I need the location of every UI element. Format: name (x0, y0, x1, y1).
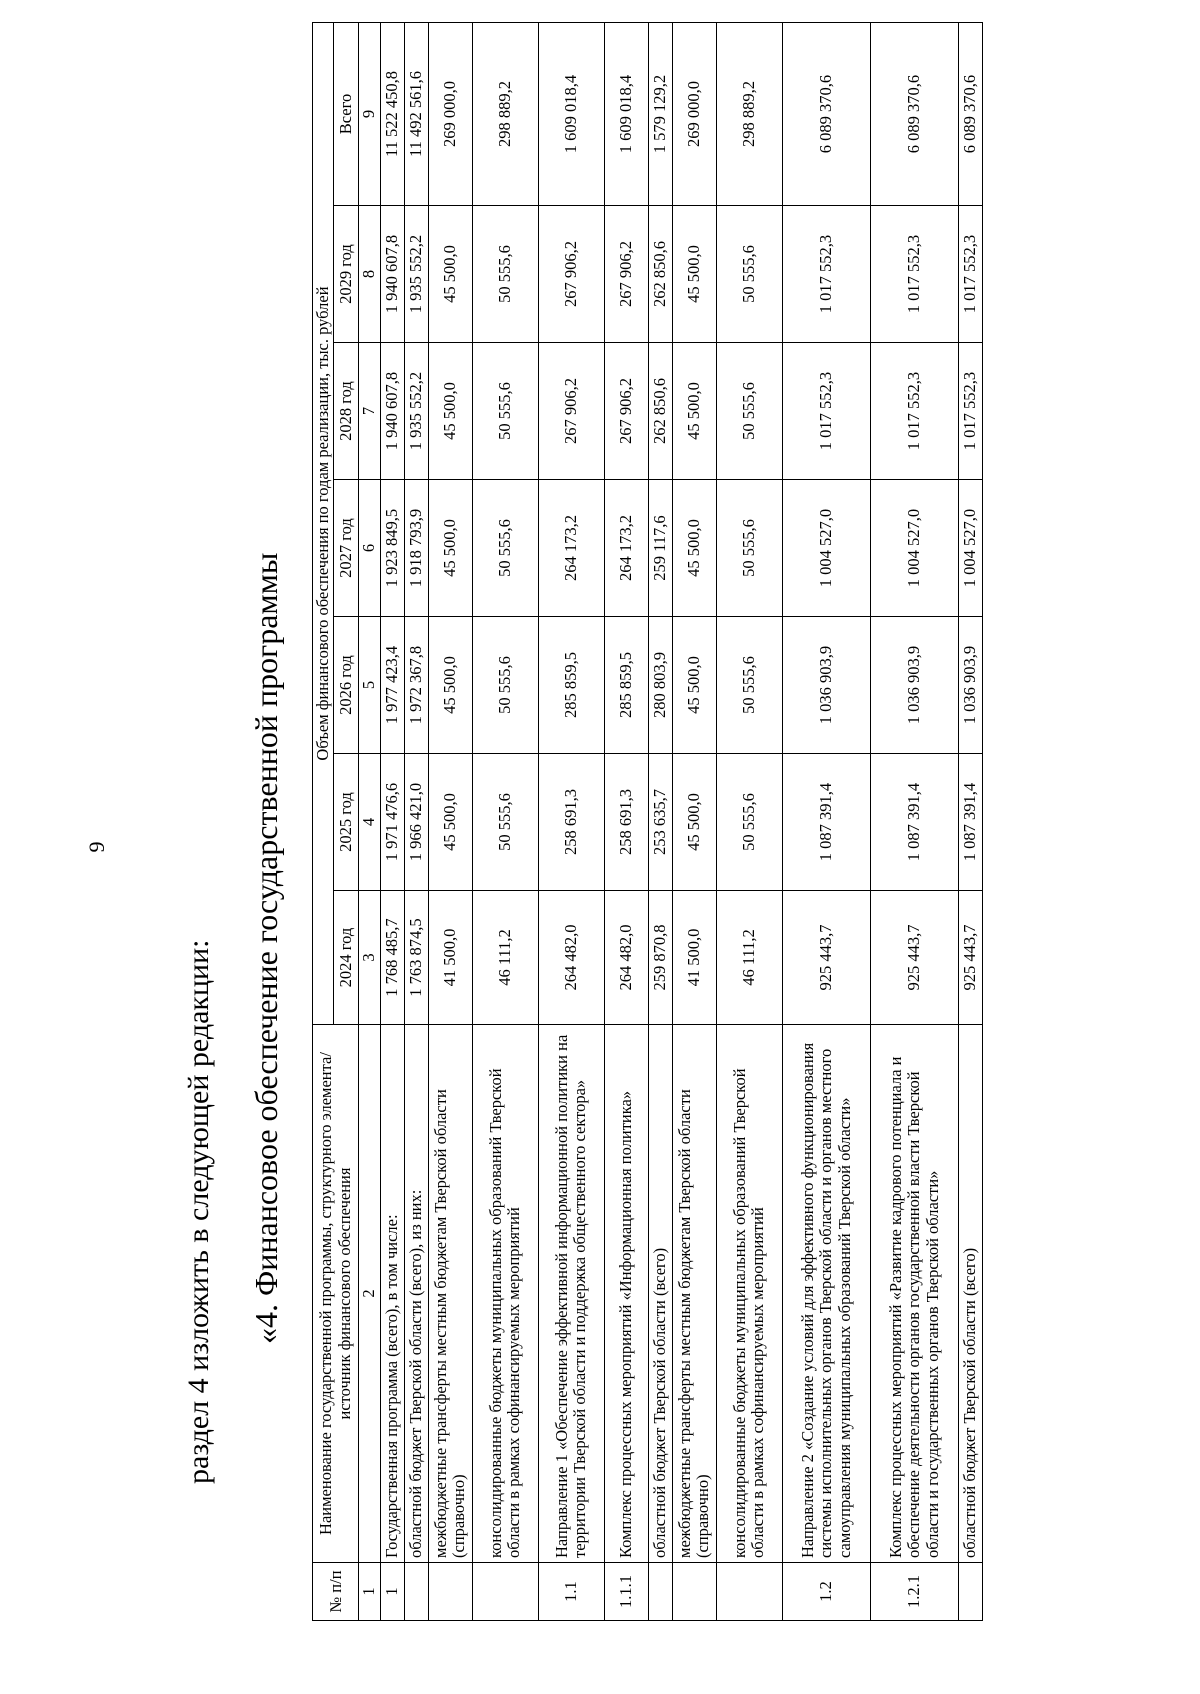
row-total: 298 889,2 (716, 23, 782, 206)
table-row (538, 23, 604, 1621)
row-value: 1 087 391,4 (870, 754, 958, 891)
row-value: 50 555,6 (472, 480, 538, 617)
row-value: 50 555,6 (716, 617, 782, 754)
row-total: 269 000,0 (428, 23, 472, 206)
row-number (648, 1563, 672, 1621)
row-name: межбюджетные трансферты местным бюджетам Тверской области (справочно) (428, 1025, 472, 1563)
row-value: 1 940 607,8 (380, 206, 404, 343)
column-number-row (359, 23, 380, 1621)
row-value: 1 004 527,0 (870, 480, 958, 617)
row-value: 50 555,6 (472, 343, 538, 480)
row-value: 1 940 607,8 (380, 343, 404, 480)
column-number: 7 (359, 343, 380, 480)
row-name: консолидированные бюджеты муниципальных образований Тверской области в рамках софинансируемых мероприятий (716, 1025, 782, 1563)
page-number: 9 (84, 841, 109, 853)
row-name: Направление 1 «Обеспечение эффективной информационной политики на территории Тверской области и поддержка общественного сектора» (538, 1025, 604, 1563)
row-value: 258 691,3 (538, 754, 604, 891)
row-number: 1 (380, 1563, 404, 1621)
row-value: 45 500,0 (428, 206, 472, 343)
row-value: 267 906,2 (604, 206, 648, 343)
row-total: 298 889,2 (472, 23, 538, 206)
row-value: 1 972 367,8 (404, 617, 428, 754)
header-name: Наименование государственной программы, структурного элемента/источник финансового обеспечения (313, 1025, 359, 1563)
row-total: 6 089 370,6 (870, 23, 958, 206)
row-total: 1 579 129,2 (648, 23, 672, 206)
row-value: 45 500,0 (428, 480, 472, 617)
column-number: 1 (359, 1563, 380, 1621)
row-value: 50 555,6 (472, 754, 538, 891)
column-number: 8 (359, 206, 380, 343)
row-total: 6 089 370,6 (958, 23, 982, 206)
row-value: 1 087 391,4 (782, 754, 870, 891)
row-value: 41 500,0 (672, 891, 716, 1025)
column-number: 3 (359, 891, 380, 1025)
row-value: 45 500,0 (428, 343, 472, 480)
row-value: 264 173,2 (604, 480, 648, 617)
row-value: 50 555,6 (716, 206, 782, 343)
table-row (472, 23, 538, 1621)
row-value: 50 555,6 (472, 206, 538, 343)
row-value: 1 017 552,3 (782, 206, 870, 343)
row-value: 925 443,7 (870, 891, 958, 1025)
row-value: 253 635,7 (648, 754, 672, 891)
row-value: 50 555,6 (716, 343, 782, 480)
row-name: Направление 2 «Создание условий для эффективного функционирования системы исполнительных органов Тверской области и органов местного самоуправления муниципальных образований Тверской области» (782, 1025, 870, 1563)
row-value: 45 500,0 (672, 206, 716, 343)
row-value: 1 017 552,3 (958, 343, 982, 480)
table-row (870, 23, 958, 1621)
row-total: 1 609 018,4 (604, 23, 648, 206)
row-value: 1 004 527,0 (958, 480, 982, 617)
column-number: 4 (359, 754, 380, 891)
row-value: 1 768 485,7 (380, 891, 404, 1025)
row-value: 267 906,2 (604, 343, 648, 480)
row-name: областной бюджет Тверской области (всего), из них: (404, 1025, 428, 1563)
intro-text: раздел 4 изложить в следующей редакции: (182, 939, 215, 1484)
header-year: 2028 год (334, 343, 359, 480)
row-value: 259 870,8 (648, 891, 672, 1025)
row-number (716, 1563, 782, 1621)
row-total: 11 492 561,6 (404, 23, 428, 206)
row-number (404, 1563, 428, 1621)
row-value: 46 111,2 (716, 891, 782, 1025)
header-year: 2025 год (334, 754, 359, 891)
row-value: 262 850,6 (648, 343, 672, 480)
row-value: 45 500,0 (672, 480, 716, 617)
row-value: 262 850,6 (648, 206, 672, 343)
row-value: 1 017 552,3 (958, 206, 982, 343)
row-number (472, 1563, 538, 1621)
row-value: 280 803,9 (648, 617, 672, 754)
row-value: 46 111,2 (472, 891, 538, 1025)
row-number (672, 1563, 716, 1621)
row-value: 41 500,0 (428, 891, 472, 1025)
header-total: Всего (334, 23, 359, 206)
row-value: 1 036 903,9 (782, 617, 870, 754)
header-volume: Объем финансового обеспечения по годам реализации, тыс. рублей (313, 23, 334, 1025)
row-value: 1 935 552,2 (404, 206, 428, 343)
row-name: Государственная программа (всего), в том числе: (380, 1025, 404, 1563)
row-value: 1 935 552,2 (404, 343, 428, 480)
row-total: 11 522 450,8 (380, 23, 404, 206)
table-row (428, 23, 472, 1621)
row-value: 258 691,3 (604, 754, 648, 891)
row-value: 925 443,7 (958, 891, 982, 1025)
header-year: 2026 год (334, 617, 359, 754)
row-value: 1 087 391,4 (958, 754, 982, 891)
header-row (313, 23, 334, 1621)
row-value: 285 859,5 (604, 617, 648, 754)
row-number (958, 1563, 982, 1621)
row-value: 1 977 423,4 (380, 617, 404, 754)
header-num: № п/п (313, 1563, 359, 1621)
row-value: 1 918 793,9 (404, 480, 428, 617)
row-name: областной бюджет Тверской области (всего) (958, 1025, 982, 1563)
row-name: консолидированные бюджеты муниципальных образований Тверской области в рамках софинансируемых мероприятий (472, 1025, 538, 1563)
row-value: 1 036 903,9 (958, 617, 982, 754)
column-number: 2 (359, 1025, 380, 1563)
section-title: «4. Финансовое обеспечение государственной программы (248, 552, 284, 1344)
row-value: 45 500,0 (672, 617, 716, 754)
column-number: 6 (359, 480, 380, 617)
row-value: 1 017 552,3 (870, 343, 958, 480)
row-value: 45 500,0 (428, 617, 472, 754)
financing-table (312, 22, 983, 1621)
row-name: Комплекс процессных мероприятий «Информационная политика» (604, 1025, 648, 1563)
table-row (716, 23, 782, 1621)
row-value: 1 966 421,0 (404, 754, 428, 891)
row-number: 1.1 (538, 1563, 604, 1621)
row-value: 50 555,6 (472, 617, 538, 754)
row-name: областной бюджет Тверской области (всего) (648, 1025, 672, 1563)
row-value: 45 500,0 (672, 754, 716, 891)
row-number: 1.2 (782, 1563, 870, 1621)
row-value: 50 555,6 (716, 754, 782, 891)
row-total: 1 609 018,4 (538, 23, 604, 206)
row-name: Комплекс процессных мероприятий «Развитие кадрового потенциала и обеспечение деятельности органов государственной власти Тверской области и государственных органов Тверской области» (870, 1025, 958, 1563)
row-value: 1 017 552,3 (870, 206, 958, 343)
table-row (648, 23, 672, 1621)
table-row (782, 23, 870, 1621)
table-row (958, 23, 982, 1621)
row-value: 1 004 527,0 (782, 480, 870, 617)
row-value: 264 482,0 (604, 891, 648, 1025)
table-body (359, 23, 982, 1621)
row-total: 6 089 370,6 (782, 23, 870, 206)
table-row (380, 23, 404, 1621)
header-year: 2024 год (334, 891, 359, 1025)
row-value: 45 500,0 (672, 343, 716, 480)
row-value: 267 906,2 (538, 206, 604, 343)
header-year: 2027 год (334, 480, 359, 617)
row-value: 1 036 903,9 (870, 617, 958, 754)
row-value: 1 763 874,5 (404, 891, 428, 1025)
table-row (604, 23, 648, 1621)
row-value: 1 923 849,5 (380, 480, 404, 617)
table-row (672, 23, 716, 1621)
row-value: 45 500,0 (428, 754, 472, 891)
row-total: 269 000,0 (672, 23, 716, 206)
row-value: 1 017 552,3 (782, 343, 870, 480)
column-number: 5 (359, 617, 380, 754)
header-year: 2029 год (334, 206, 359, 343)
row-value: 1 971 476,6 (380, 754, 404, 891)
row-value: 50 555,6 (716, 480, 782, 617)
row-value: 259 117,6 (648, 480, 672, 617)
table-row (404, 23, 428, 1621)
row-value: 264 482,0 (538, 891, 604, 1025)
row-name: межбюджетные трансферты местным бюджетам Тверской области (справочно) (672, 1025, 716, 1563)
row-number (428, 1563, 472, 1621)
row-number: 1.1.1 (604, 1563, 648, 1621)
row-value: 925 443,7 (782, 891, 870, 1025)
row-number: 1.2.1 (870, 1563, 958, 1621)
row-value: 264 173,2 (538, 480, 604, 617)
row-value: 285 859,5 (538, 617, 604, 754)
row-value: 267 906,2 (538, 343, 604, 480)
column-number: 9 (359, 23, 380, 206)
